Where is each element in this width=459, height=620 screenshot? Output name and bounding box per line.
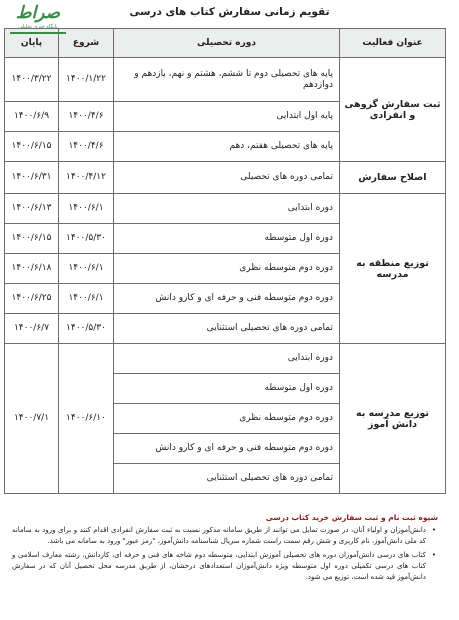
course-cell: تمامی دوره های تحصیلی xyxy=(114,162,340,194)
table-row xyxy=(5,344,446,374)
header-course: دوره تحصیلی xyxy=(114,29,340,58)
notes-heading: شیوه ثبت نام و ثبت سفارش خرید کتاب درسی xyxy=(265,513,438,522)
activity-cell: توزیع منطقه به مدرسه xyxy=(340,194,446,344)
list-item: • کتاب های درسی دانش‌آموزان دوره های تحصیلی آموزش ابتدایی، متوسطه دوم شاخه های فنی و حرفه ای، کاردانش، رشته معارف اسلامی و کتاب های درسی تکمیلی دوره اول متوسطه ویژه دانش‌آموزان استعدادهای درخشان، از طریق مدرسه محل تحصیل آنان که در سفارش دانش‌آموز قید شده است، توزیع می شود. xyxy=(12,550,426,583)
page-title: تقویم زمانی سفارش کتاب های درسی xyxy=(129,6,330,18)
logo-rule xyxy=(10,32,66,34)
site-logo xyxy=(6,2,70,42)
course-cell: پایه های تحصیلی هفتم، دهم xyxy=(114,132,340,162)
header-end: پایان xyxy=(5,29,59,58)
start-date-cell: ۱۴۰۰/۱/۲۲ xyxy=(59,58,114,102)
end-date-cell: ۱۴۰۰/۳/۲۲ xyxy=(5,58,59,102)
start-date-cell: ۱۴۰۰/۶/۱ xyxy=(59,284,114,314)
end-date-cell: ۱۴۰۰/۶/۲۵ xyxy=(5,284,59,314)
activity-cell: توزیع مدرسه به دانش آموز xyxy=(340,344,446,494)
course-cell: دوره دوم متوسطه نظری xyxy=(114,254,340,284)
notes-list xyxy=(12,525,438,583)
schedule-table xyxy=(4,28,446,494)
table-row xyxy=(5,162,446,194)
end-date-cell: ۱۴۰۰/۶/۹ xyxy=(5,102,59,132)
table-row xyxy=(5,194,446,224)
end-date-cell: ۱۴۰۰/۶/۷ xyxy=(5,314,59,344)
table-row xyxy=(5,58,446,102)
course-cell: دوره اول متوسطه xyxy=(114,374,340,404)
start-date-cell: ۱۴۰۰/۵/۳۰ xyxy=(59,224,114,254)
course-cell: دوره اول متوسطه xyxy=(114,224,340,254)
course-cell: پایه اول ابتدایی xyxy=(114,102,340,132)
course-cell: دوره ابتدایی xyxy=(114,194,340,224)
end-date-cell: ۱۴۰۰/۶/۱۵ xyxy=(5,132,59,162)
header-start: شروع xyxy=(59,29,114,58)
logo-subtitle: پایگاه خبری تحلیلی xyxy=(18,24,58,30)
end-date-cell: ۱۴۰۰/۶/۱۳ xyxy=(5,194,59,224)
end-date-cell: ۱۴۰۰/۷/۱ xyxy=(5,344,59,494)
activity-cell: اصلاح سفارش xyxy=(340,162,446,194)
start-date-cell: ۱۴۰۰/۴/۶ xyxy=(59,102,114,132)
logo-mark: صراط xyxy=(15,3,61,23)
course-cell: تمامی دوره های تحصیلی استثنایی xyxy=(114,314,340,344)
course-cell: دوره دوم متوسطه فنی و حرفه ای و کارو دانش xyxy=(114,434,340,464)
start-date-cell: ۱۴۰۰/۶/۱۰ xyxy=(59,344,114,494)
start-date-cell: ۱۴۰۰/۴/۶ xyxy=(59,132,114,162)
course-cell: دوره دوم متوسطه نظری xyxy=(114,404,340,434)
start-date-cell: ۱۴۰۰/۴/۱۲ xyxy=(59,162,114,194)
course-cell: پایه های تحصیلی دوم تا ششم، هشتم و نهم، یازدهم و دوازدهم xyxy=(114,58,340,102)
table-header-row xyxy=(5,29,446,58)
course-cell: دوره ابتدایی xyxy=(114,344,340,374)
start-date-cell: ۱۴۰۰/۵/۳۰ xyxy=(59,314,114,344)
end-date-cell: ۱۴۰۰/۶/۱۸ xyxy=(5,254,59,284)
header-activity: عنوان فعالیت xyxy=(340,29,446,58)
end-date-cell: ۱۴۰۰/۶/۱۵ xyxy=(5,224,59,254)
list-item: • دانش‌آموزان و اولیاء آنان، در صورت تمایل می توانند از طریق سامانه مذکور نسبت به ثبت سفارش انفرادی اقدام کنند و برای ورود به سامانه کد ملی دانش‌آموز، نام کاربری و شش رقم سمت راست شماره سریال شناسنامه دانش‌آموز، "رمز عبور" ورود به سامانه می باشد. xyxy=(12,525,426,547)
course-cell: دوره دوم متوسطه فنی و حرفه ای و کارو دانش xyxy=(114,284,340,314)
start-date-cell: ۱۴۰۰/۶/۱ xyxy=(59,254,114,284)
end-date-cell: ۱۴۰۰/۶/۳۱ xyxy=(5,162,59,194)
course-cell: تمامی دوره های تحصیلی استثنایی xyxy=(114,464,340,494)
activity-cell: ثبت سفارش گروهی و انفرادی xyxy=(340,58,446,162)
notes-section xyxy=(12,512,438,586)
start-date-cell: ۱۴۰۰/۶/۱ xyxy=(59,194,114,224)
